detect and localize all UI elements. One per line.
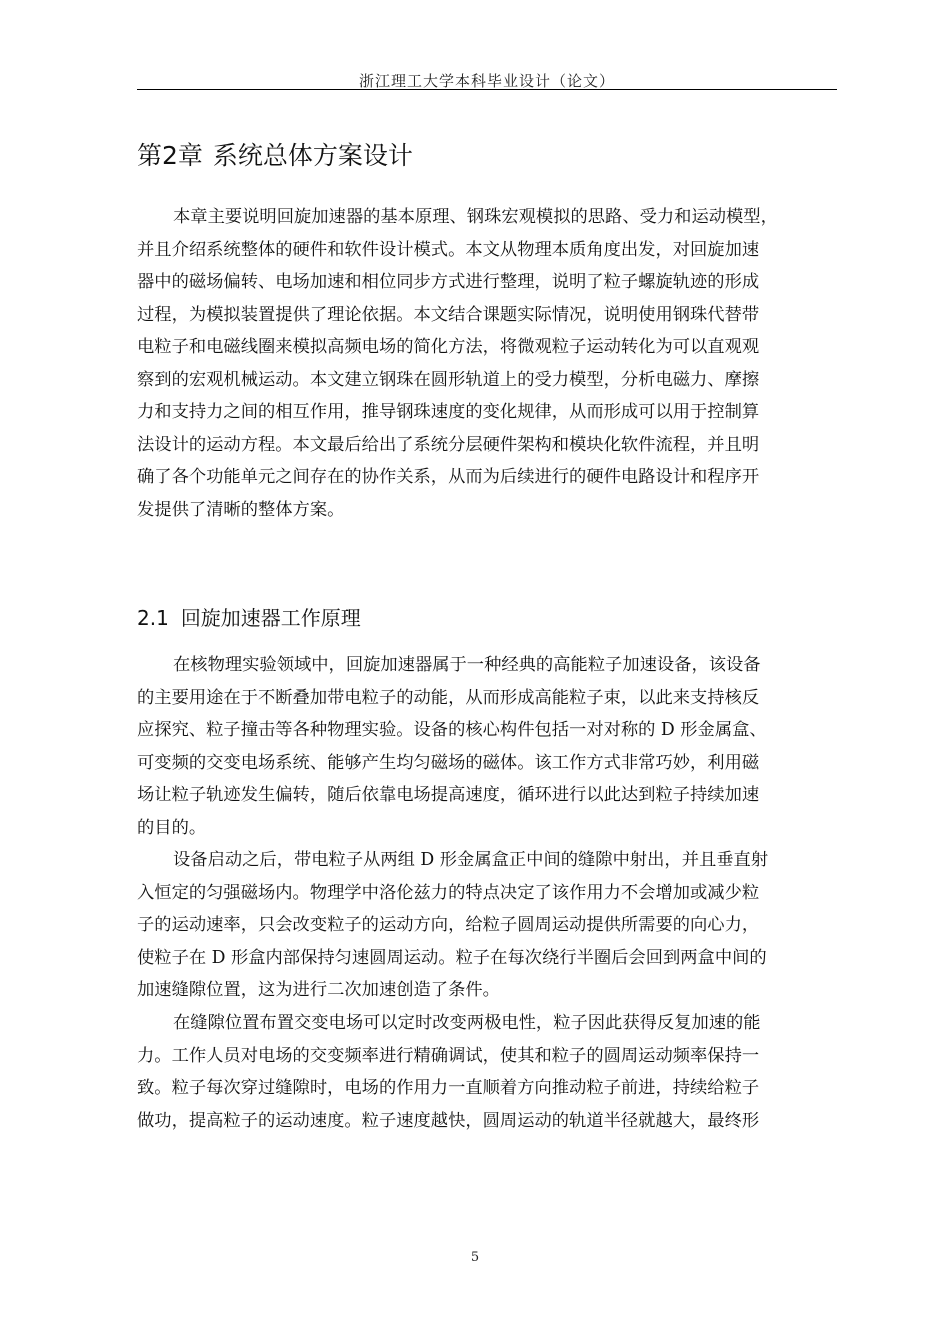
paragraph-line: 发提供了清晰的整体方案。 xyxy=(137,499,345,520)
paragraph-line: 电粒子和电磁线圈来模拟高频电场的简化方法，将微观粒子运动转化为可以直观观 xyxy=(137,337,760,357)
paragraph-line: 法设计的运动方程。本文最后给出了系统分层硬件架构和模块化软件流程，并且明 xyxy=(137,434,760,455)
section-number: 2.1 xyxy=(137,606,169,630)
chapter-title-text: 系统总体方案设计 xyxy=(212,141,413,170)
intro-paragraph xyxy=(137,201,778,526)
paragraph-line: 做功，提高粒子的运动速度。粒子速度越快，圆周运动的轨道半径就越大，最终形 xyxy=(137,1110,760,1131)
chapter-title xyxy=(137,136,413,172)
paragraph-line: 场让粒子轨迹发生偏转，随后依靠电场提高速度，循环进行以此达到粒子持续加速 xyxy=(137,785,760,805)
paragraph-line: 在核物理实验领域中，回旋加速器属于一种经典的高能粒子加速设备，该设备 xyxy=(173,655,761,675)
paragraph-line: 并且介绍系统整体的硬件和软件设计模式。本文从物理本质角度出发，对回旋加速 xyxy=(137,239,760,260)
section-paragraph-1 xyxy=(137,649,767,844)
paragraph-line: 使粒子在 D 形盒内部保持匀速圆周运动。粒子在每次绕行半圈后会回到两盒中间的 xyxy=(137,947,767,968)
paragraph-line: 加速缝隙位置，这为进行二次加速创造了条件。 xyxy=(137,980,500,1000)
paragraph-line: 可变频的交变电场系统、能够产生均匀磁场的磁体。该工作方式非常巧妙，利用磁 xyxy=(137,752,760,773)
page-number: 5 xyxy=(470,1250,480,1265)
paragraph-line: 力。工作人员对电场的交变频率进行精确调试，使其和粒子的圆周运动频率保持一 xyxy=(137,1045,760,1066)
paragraph-line: 器中的磁场偏转、电场加速和相位同步方式进行整理，说明了粒子螺旋轨迹的形成 xyxy=(137,272,760,292)
paragraph-line: 本章主要说明回旋加速器的基本原理、钢珠宏观模拟的思路、受力和运动模型， xyxy=(173,207,778,227)
paragraph-line: 确了各个功能单元之间存在的协作关系，从而为后续进行的硬件电路设计和程序开 xyxy=(137,467,760,487)
running-header: 浙江理工大学本科毕业设计（论文） xyxy=(358,72,615,90)
section-title-text: 回旋加速器工作原理 xyxy=(180,606,361,630)
paragraph-line: 在缝隙位置布置交变电场可以定时改变两极电性，粒子因此获得反复加速的能 xyxy=(173,1013,761,1033)
section-paragraph-2 xyxy=(137,844,768,1007)
header-rule xyxy=(137,89,837,90)
paragraph-line: 过程，为模拟装置提供了理论依据。本文结合课题实际情况，说明使用钢珠代替带 xyxy=(137,304,760,325)
paragraph-line: 致。粒子每次穿过缝隙时，电场的作用力一直顺着方向推动粒子前进，持续给粒子 xyxy=(137,1078,760,1098)
paragraph-line: 的主要用途在于不断叠加带电粒子的动能，从而形成高能粒子束，以此来支持核反 xyxy=(137,687,760,708)
paragraph-line: 入恒定的匀强磁场内。物理学中洛伦兹力的特点决定了该作用力不会增加或减少粒 xyxy=(137,882,760,903)
paragraph-line: 应探究、粒子撞击等各种物理实验。设备的核心构件包括一对对称的 D 形金属盒、 xyxy=(137,720,767,740)
section-title xyxy=(137,602,361,631)
paragraph-line: 力和支持力之间的相互作用，推导钢珠速度的变化规律，从而形成可以用于控制算 xyxy=(137,402,760,422)
paragraph-line: 的目的。 xyxy=(137,817,207,838)
paragraph-line: 察到的宏观机械运动。本文建立钢珠在圆形轨道上的受力模型，分析电磁力、摩擦 xyxy=(137,369,760,390)
section-paragraph-3 xyxy=(137,1007,761,1137)
paragraph-line: 子的运动速率，只会改变粒子的运动方向，给粒子圆周运动提供所需要的向心力， xyxy=(137,915,760,935)
chapter-number: 第2章 xyxy=(137,141,203,170)
paragraph-line: 设备启动之后，带电粒子从两组 D 形金属盒正中间的缝隙中射出，并且垂直射 xyxy=(173,850,769,870)
